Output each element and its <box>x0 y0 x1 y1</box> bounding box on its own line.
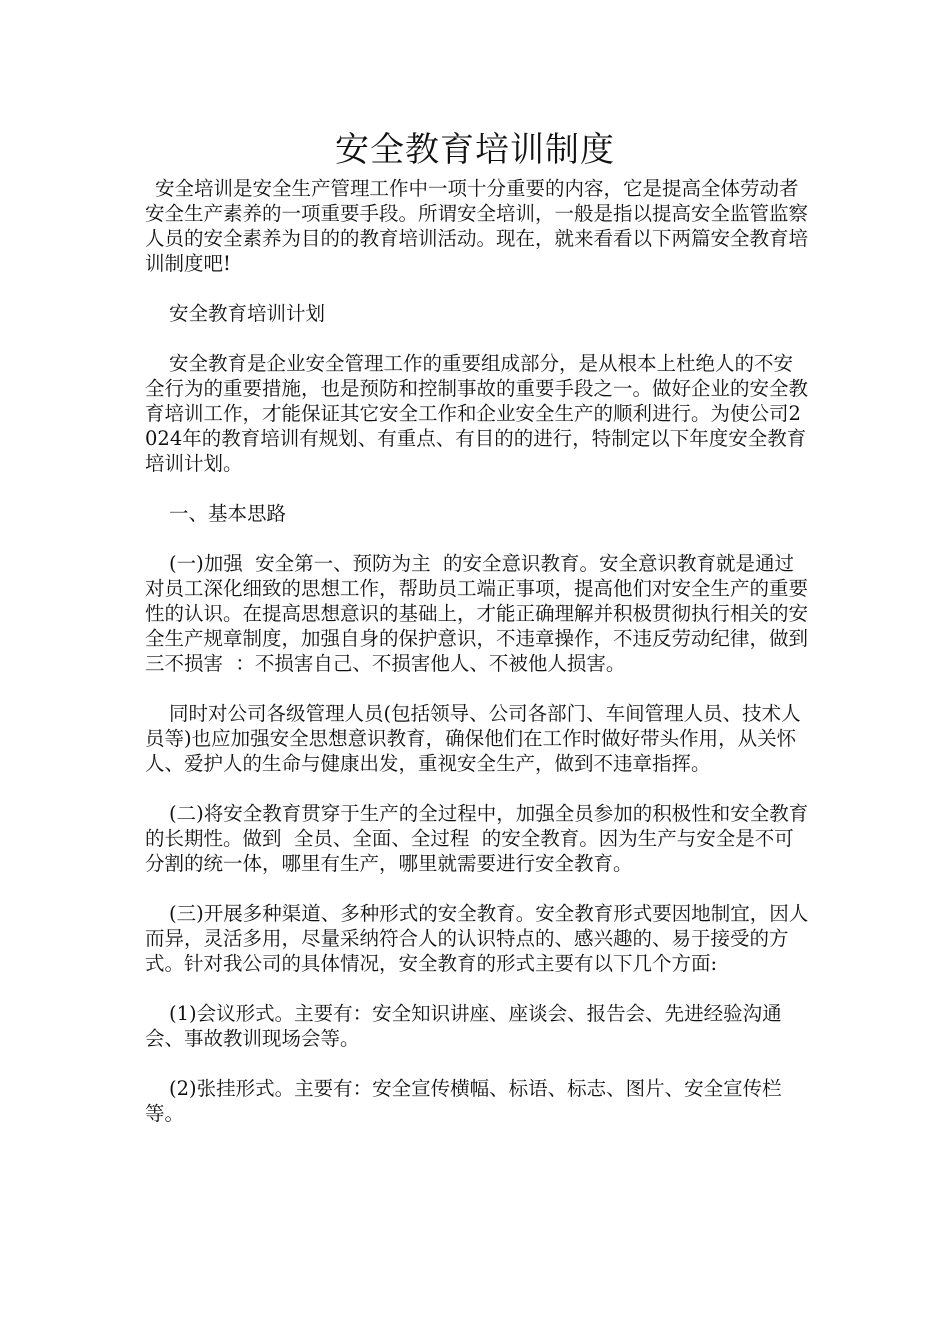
body-paragraph: 同时对公司各级管理人员(包括领导、公司各部门、车间管理人员、技术人员等)也应加强安全思想意识教育，确保他们在工作时做好带头作用，从关怀人、爱护人的生命与健康出发，重视安全生产，做到不违章指挥。 <box>145 702 801 775</box>
body-paragraph: (二)将安全教育贯穿于生产的全过程中，加强全员参加的积极性和安全教育的长期性。做到 全员、全面、全过程 的安全教育。因为生产与安全是不可分割的统一体，哪里有生产，哪里就需要进行安全教育。 <box>145 802 809 875</box>
document-body <box>145 176 821 1126</box>
document-title: 安全教育培训制度 <box>335 130 615 170</box>
list-item: (2)张挂形式。主要有：安全宣传横幅、标语、标志、图片、安全宣传栏等。 <box>145 1077 782 1125</box>
list-item: (1)会议形式。主要有：安全知识讲座、座谈会、报告会、先进经验沟通会、事故教训现场会等。 <box>145 1002 782 1050</box>
section-heading-basic-ideas: 一、基本思路 <box>169 502 287 525</box>
section-heading-plan: 安全教育培训计划 <box>169 302 326 325</box>
body-paragraph: 安全教育是企业安全管理工作的重要组成部分，是从根本上杜绝人的不安全行为的重要措施，也是预防和控制事故的重要手段之一。做好企业的安全教育培训工作，才能保证其它安全工作和企业安全生产的顺利进行。为使公司2024年的教育培训有规划、有重点、有目的的进行，特制定以下年度安全教育培训计划。 <box>145 352 809 475</box>
body-paragraph: (三)开展多种渠道、多种形式的安全教育。安全教育形式要因地制宜，因人而异，灵活多用，尽量采纳符合人的认识特点的、感兴趣的、易于接受的方式。针对我公司的具体情况，安全教育的形式主要有以下几个方面: <box>145 902 809 975</box>
body-paragraph: (一)加强 安全第一、预防为主 的安全意识教育。安全意识教育就是通过对员工深化细致的思想工作，帮助员工端正事项，提高他们对安全生产的重要性的认识。在提高思想意识的基础上，才能正确理解并积极贯彻执行相关的安全生产规章制度，加强自身的保护意识，不违章操作，不违反劳动纪律，做到 三不损害 ：不损害自己、不损害他人、不被他人损害。 <box>145 552 821 675</box>
intro-paragraph: 安全培训是安全生产管理工作中一项十分重要的内容，它是提高全体劳动者安全生产素养的一项重要手段。所谓安全培训，一般是指以提高安全监管监察人员的安全素养为目的的教育培训活动。现在，就来看看以下两篇安全教育培训制度吧! <box>145 177 809 275</box>
